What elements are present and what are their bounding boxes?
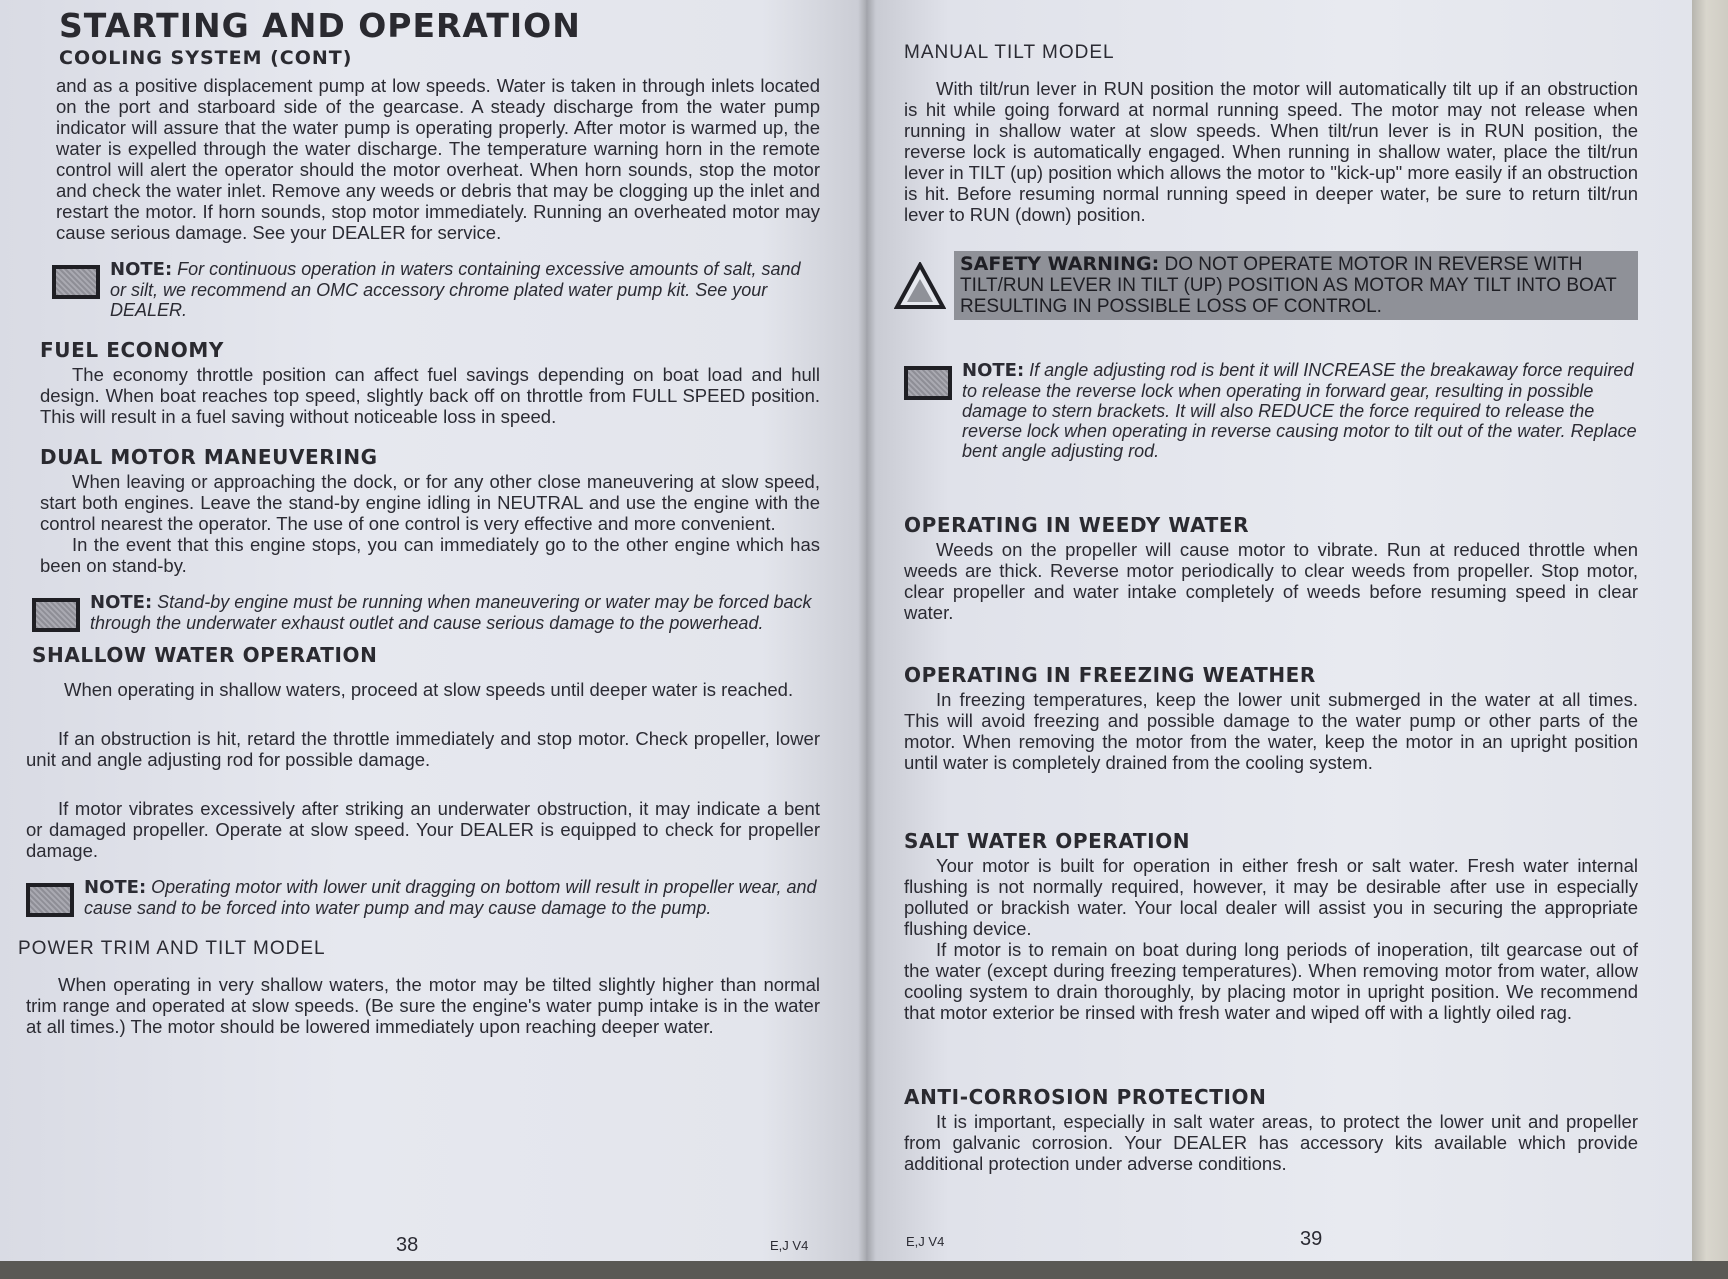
note-text: For continuous operation in waters containing excessive amounts of salt, sand or silt, we recommend an OMC accessory chrome plated water pump kit. See your DEALER. <box>110 259 801 320</box>
freezing-weather-heading: OPERATING IN FREEZING WEATHER <box>904 663 1316 687</box>
binding-gutter <box>858 0 876 1279</box>
safety-warning-block <box>894 251 1638 320</box>
page-title: STARTING AND OPERATION <box>59 6 581 45</box>
safety-warning-label: SAFETY WARNING: <box>960 253 1160 275</box>
note-text: Operating motor with lower unit dragging on bottom will result in propeller wear, and cause sand to be forced into water pump and may cause damage to the pump. <box>84 877 817 918</box>
shallow-water-heading: SHALLOW WATER OPERATION <box>32 643 378 667</box>
dual-motor-heading: DUAL MOTOR MANEUVERING <box>40 445 378 469</box>
note-label: NOTE: <box>110 259 173 280</box>
note-block <box>904 360 1638 461</box>
salt-water-heading: SALT WATER OPERATION <box>904 829 1191 853</box>
note-icon <box>32 598 80 632</box>
salt-water-paragraph-1: Your motor is built for operation in either fresh or salt water. Fresh water internal flushing is not normally required, however, it may be desirable after use in especially polluted or brackish water. Your local dealer will assist you in securing the appropriate flushing device. <box>904 855 1638 939</box>
manual-tilt-paragraph: With tilt/run lever in RUN position the motor will automatically tilt up if an obstruction is hit while going forward at normal running speed. The motor may not release when running in shallow water at slow speeds. When tilt/run lever is in RUN position, the reverse lock is automatically engaged. When running in shallow water, place the tilt/run lever in TILT (up) position which allows the motor to "kick-up" more easily if an obstruction is hit. Before resuming normal running speed in deeper water, be sure to return tilt/run lever to RUN (down) position. <box>904 78 1638 225</box>
note-icon <box>904 366 952 400</box>
anti-corrosion-heading: ANTI-CORROSION PROTECTION <box>904 1085 1267 1109</box>
fuel-economy-heading: FUEL ECONOMY <box>40 338 224 362</box>
safety-warning-text-block <box>954 251 1638 320</box>
table-surface <box>0 1261 1728 1279</box>
note-text-block <box>962 360 1638 461</box>
cooling-paragraph: and as a positive displacement pump at low speeds. Water is taken in through inlets located on the port and starboard side of the gearcase. A steady discharge from the water pump indicator will assure that the water pump is operating properly. After motor is warmed up, the water is expelled through the water discharge. The temperature warning horn in the remote control will alert the operator should the motor overheat. When horn sounds, stop the motor and check the water inlet. Remove any weeds or debris that may be clogging up the inlet and restart the motor. If horn sounds, stop motor immediately. Running an overheated motor may cause serious damage. See your DEALER for service. <box>56 75 820 243</box>
note-text-block <box>90 592 820 633</box>
dual-motor-paragraph-2: In the event that this engine stops, you can immediately go to the other engine which has been on stand-by. <box>40 534 820 576</box>
note-block <box>52 259 820 320</box>
shallow-paragraph-1: When operating in shallow waters, proceed at slow speeds until deeper water is reached. <box>64 679 794 700</box>
page-number: 39 <box>1300 1228 1323 1250</box>
fuel-economy-paragraph: The economy throttle position can affect fuel savings depending on boat load and hull design. When boat reaches top speed, slightly back off on throttle from FULL SPEED position. This will result in a fuel saving without noticeable loss in speed. <box>40 364 820 427</box>
note-text-block <box>84 877 820 918</box>
shallow-paragraph-3: If motor vibrates excessively after striking an underwater obstruction, it may indicate a bent or damaged propeller. Operate at slow speed. Your DEALER is equipped to check for propeller damage. <box>26 798 820 861</box>
safety-warning-text: DO NOT OPERATE MOTOR IN REVERSE WITH TILT/RUN LEVER IN TILT (UP) POSITION AS MOTOR MAY TILT INTO BOAT RESULTING IN POSSIBLE LOSS OF CONTROL. <box>960 254 1617 317</box>
salt-water-paragraph-2: If motor is to remain on boat during long periods of inoperation, tilt gearcase out of the water (except during freezing temperatures). When removing motor from water, allow cooling system to drain thoroughly, by placing motor in upright position. We recommend that motor exterior be rinsed with fresh water and wiped off with a lightly oiled rag. <box>904 939 1638 1023</box>
model-code: E,J V4 <box>770 1238 809 1253</box>
section-subtitle: COOLING SYSTEM (CONT) <box>59 47 353 69</box>
note-label: NOTE: <box>962 360 1025 381</box>
power-trim-paragraph: When operating in very shallow waters, the motor may be tilted slightly higher than normal trim range and operated at slow speeds. (Be sure the engine's water pump intake is in the water at all times.) The motor should be lowered immediately upon reaching deeper water. <box>26 974 820 1037</box>
note-block <box>32 592 820 633</box>
power-trim-heading: POWER TRIM AND TILT MODEL <box>18 938 326 959</box>
warning-triangle-icon <box>894 262 946 310</box>
dual-motor-paragraph-1: When leaving or approaching the dock, or for any other close maneuvering at slow speed, start both engines. Leave the stand-by engine idling in NEUTRAL and use the engine with the control nearest the operator. The use of one control is very effective and more convenient. <box>40 471 820 534</box>
anti-corrosion-paragraph: It is important, especially in salt water areas, to protect the lower unit and propeller from galvanic corrosion. Your DEALER has accessory kits available which provide additional protection under adverse conditions. <box>904 1111 1638 1174</box>
right-page <box>866 0 1692 1279</box>
page-edge <box>1692 0 1728 1279</box>
note-block <box>26 877 820 918</box>
weedy-water-paragraph: Weeds on the propeller will cause motor to vibrate. Run at reduced throttle when weeds are thick. Reverse motor periodically to clear weeds from propeller. Stop motor, clear propeller and water intake completely of weeds before resuming speed in clear water. <box>904 539 1638 623</box>
model-code: E,J V4 <box>906 1234 945 1249</box>
note-text: Stand-by engine must be running when maneuvering or water may be forced back through the underwater exhaust outlet and cause serious damage to the powerhead. <box>90 592 812 633</box>
note-text: If angle adjusting rod is bent it will INCREASE the breakaway force required to release the reverse lock when operating in forward gear, resulting in possible damage to stern brackets. It will also REDUCE the force required to release the reverse lock when operating in reverse causing motor to tilt out of the water. Replace bent angle adjusting rod. <box>962 360 1637 461</box>
note-icon <box>26 883 74 917</box>
freezing-weather-paragraph: In freezing temperatures, keep the lower unit submerged in the water at all times. This will avoid freezing and possible damage to the water pump or other parts of the motor. When removing the motor from the water, keep the motor in an upright position until water is completely drained from the cooling system. <box>904 689 1638 773</box>
note-icon <box>52 265 100 299</box>
note-label: NOTE: <box>90 592 153 613</box>
manual-tilt-heading: MANUAL TILT MODEL <box>904 42 1115 63</box>
shallow-paragraph-2: If an obstruction is hit, retard the throttle immediately and stop motor. Check propeller, lower unit and angle adjusting rod for possible damage. <box>26 728 820 770</box>
weedy-water-heading: OPERATING IN WEEDY WATER <box>904 513 1250 537</box>
note-label: NOTE: <box>84 877 147 898</box>
note-text-block <box>110 259 820 320</box>
page-number: 38 <box>396 1234 419 1256</box>
